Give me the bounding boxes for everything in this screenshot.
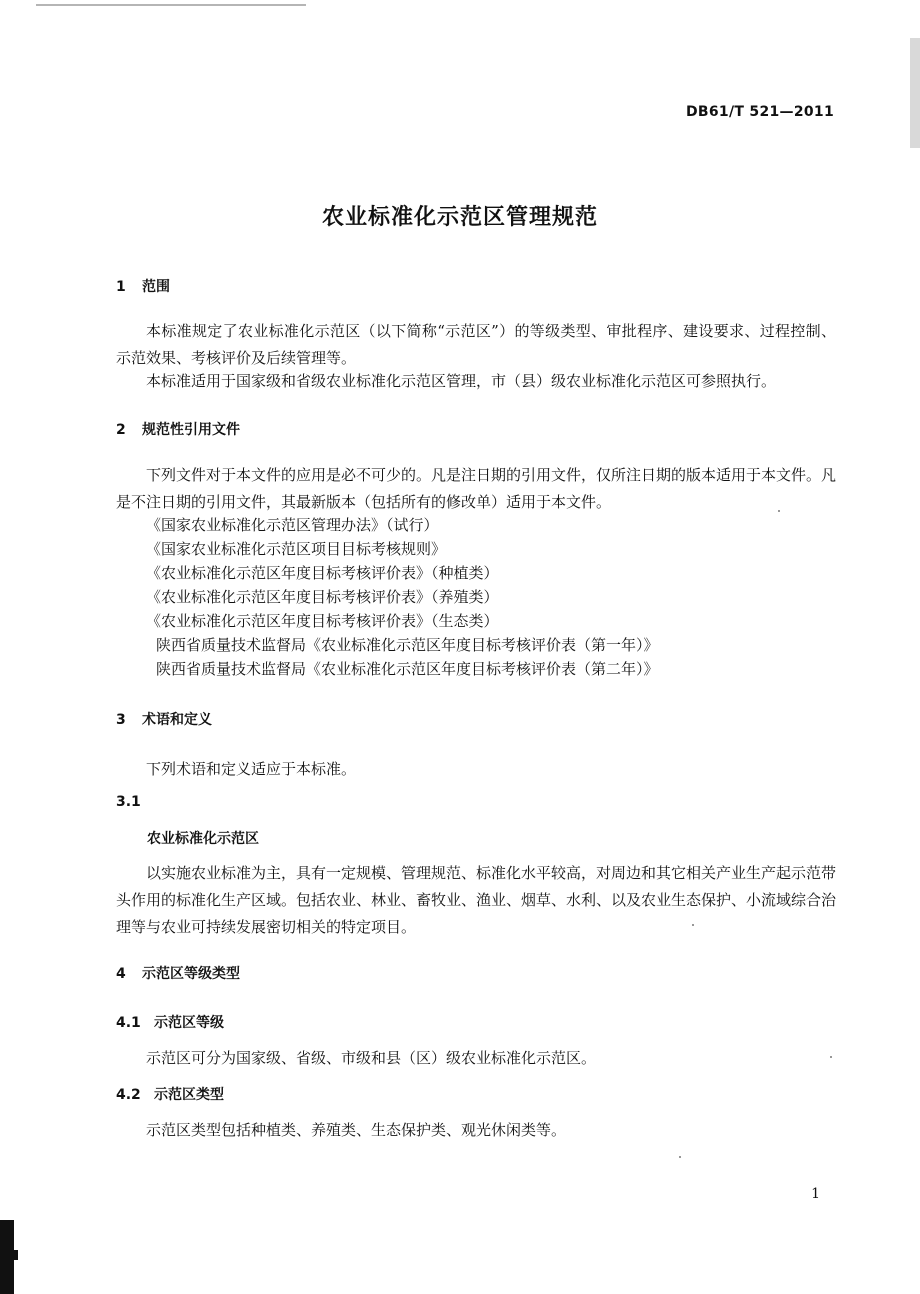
section-title: 术语和定义 [142, 712, 212, 728]
scan-edge-right [910, 38, 920, 148]
document-title: 农业标准化示范区管理规范 [321, 205, 598, 230]
standard-code: DB61/T 521—2011 [686, 104, 834, 120]
section-number: 2 [116, 422, 126, 438]
subsection-4-2-text: 示范区类型包括种植类、养殖类、生态保护类、观光休闲类等。 [146, 1121, 567, 1139]
section-3-heading [116, 709, 212, 729]
section-title: 规范性引用文件 [142, 422, 240, 438]
section-number: 3 [116, 712, 126, 728]
scan-speck [679, 1156, 681, 1158]
page-number: 1 [811, 1186, 820, 1202]
term-definition: 以实施农业标准为主，具有一定规模、管理规范、标准化水平较高，对周边和其它相关产业生产起示范带头作用的标准化生产区域。包括农业、林业、畜牧业、渔业、烟草、水利、以及农业生态保护、小流域综合治理等与农业可持续发展密切相关的特定项目。 [116, 864, 837, 936]
section-number: 1 [116, 279, 126, 295]
reference-item: 《国家农业标准化示范区管理办法》（试行） [146, 516, 439, 534]
section-3-intro: 下列术语和定义适应于本标准。 [146, 760, 357, 778]
section-2-heading [116, 419, 240, 439]
subsection-number: 4.2 [116, 1087, 141, 1103]
scan-edge-top [36, 4, 306, 6]
section-title: 示范区等级类型 [142, 966, 240, 982]
scan-speck [778, 510, 780, 512]
subsection-4-1-heading [116, 1012, 224, 1032]
section-4-heading [116, 963, 240, 983]
section-1-paragraph-1: 本标准规定了农业标准化示范区（以下简称“示范区”）的等级类型、审批程序、建设要求、过程控制、示范效果、考核评价及后续管理等。 [116, 322, 836, 367]
section-2-intro: 下列文件对于本文件的应用是必不可少的。凡是注日期的引用文件，仅所注日期的版本适用于本文件。凡是不注日期的引用文件，其最新版本（包括所有的修改单）适用于本文件。 [116, 466, 837, 511]
scan-speck [830, 1056, 832, 1058]
subsection-title: 示范区等级 [154, 1015, 224, 1031]
subsection-4-2-heading [116, 1084, 224, 1104]
reference-item: 陕西省质量技术监督局《农业标准化示范区年度目标考核评价表（第一年）》 [156, 636, 659, 654]
section-1-paragraph-2: 本标准适用于国家级和省级农业标准化示范区管理，市（县）级农业标准化示范区可参照执行。 [146, 372, 777, 390]
term-name: 农业标准化示范区 [147, 831, 259, 847]
reference-item: 《农业标准化示范区年度目标考核评价表》（种植类） [146, 564, 499, 582]
reference-item: 《农业标准化示范区年度目标考核评价表》（生态类） [146, 612, 499, 630]
section-number: 4 [116, 966, 126, 982]
reference-item: 陕西省质量技术监督局《农业标准化示范区年度目标考核评价表（第二年）》 [156, 660, 659, 678]
subsection-3-1-number: 3.1 [116, 794, 141, 810]
subsection-number: 4.1 [116, 1015, 141, 1031]
subsection-title: 示范区类型 [154, 1087, 224, 1103]
scan-binding-mark-notch [0, 1250, 18, 1260]
section-title: 范围 [142, 279, 170, 295]
scan-speck [692, 924, 694, 926]
subsection-4-1-text: 示范区可分为国家级、省级、市级和县（区）级农业标准化示范区。 [146, 1049, 597, 1067]
reference-item: 《农业标准化示范区年度目标考核评价表》（养殖类） [146, 588, 499, 606]
section-1-heading [116, 276, 170, 296]
reference-item: 《国家农业标准化示范区项目目标考核规则》 [146, 540, 447, 558]
